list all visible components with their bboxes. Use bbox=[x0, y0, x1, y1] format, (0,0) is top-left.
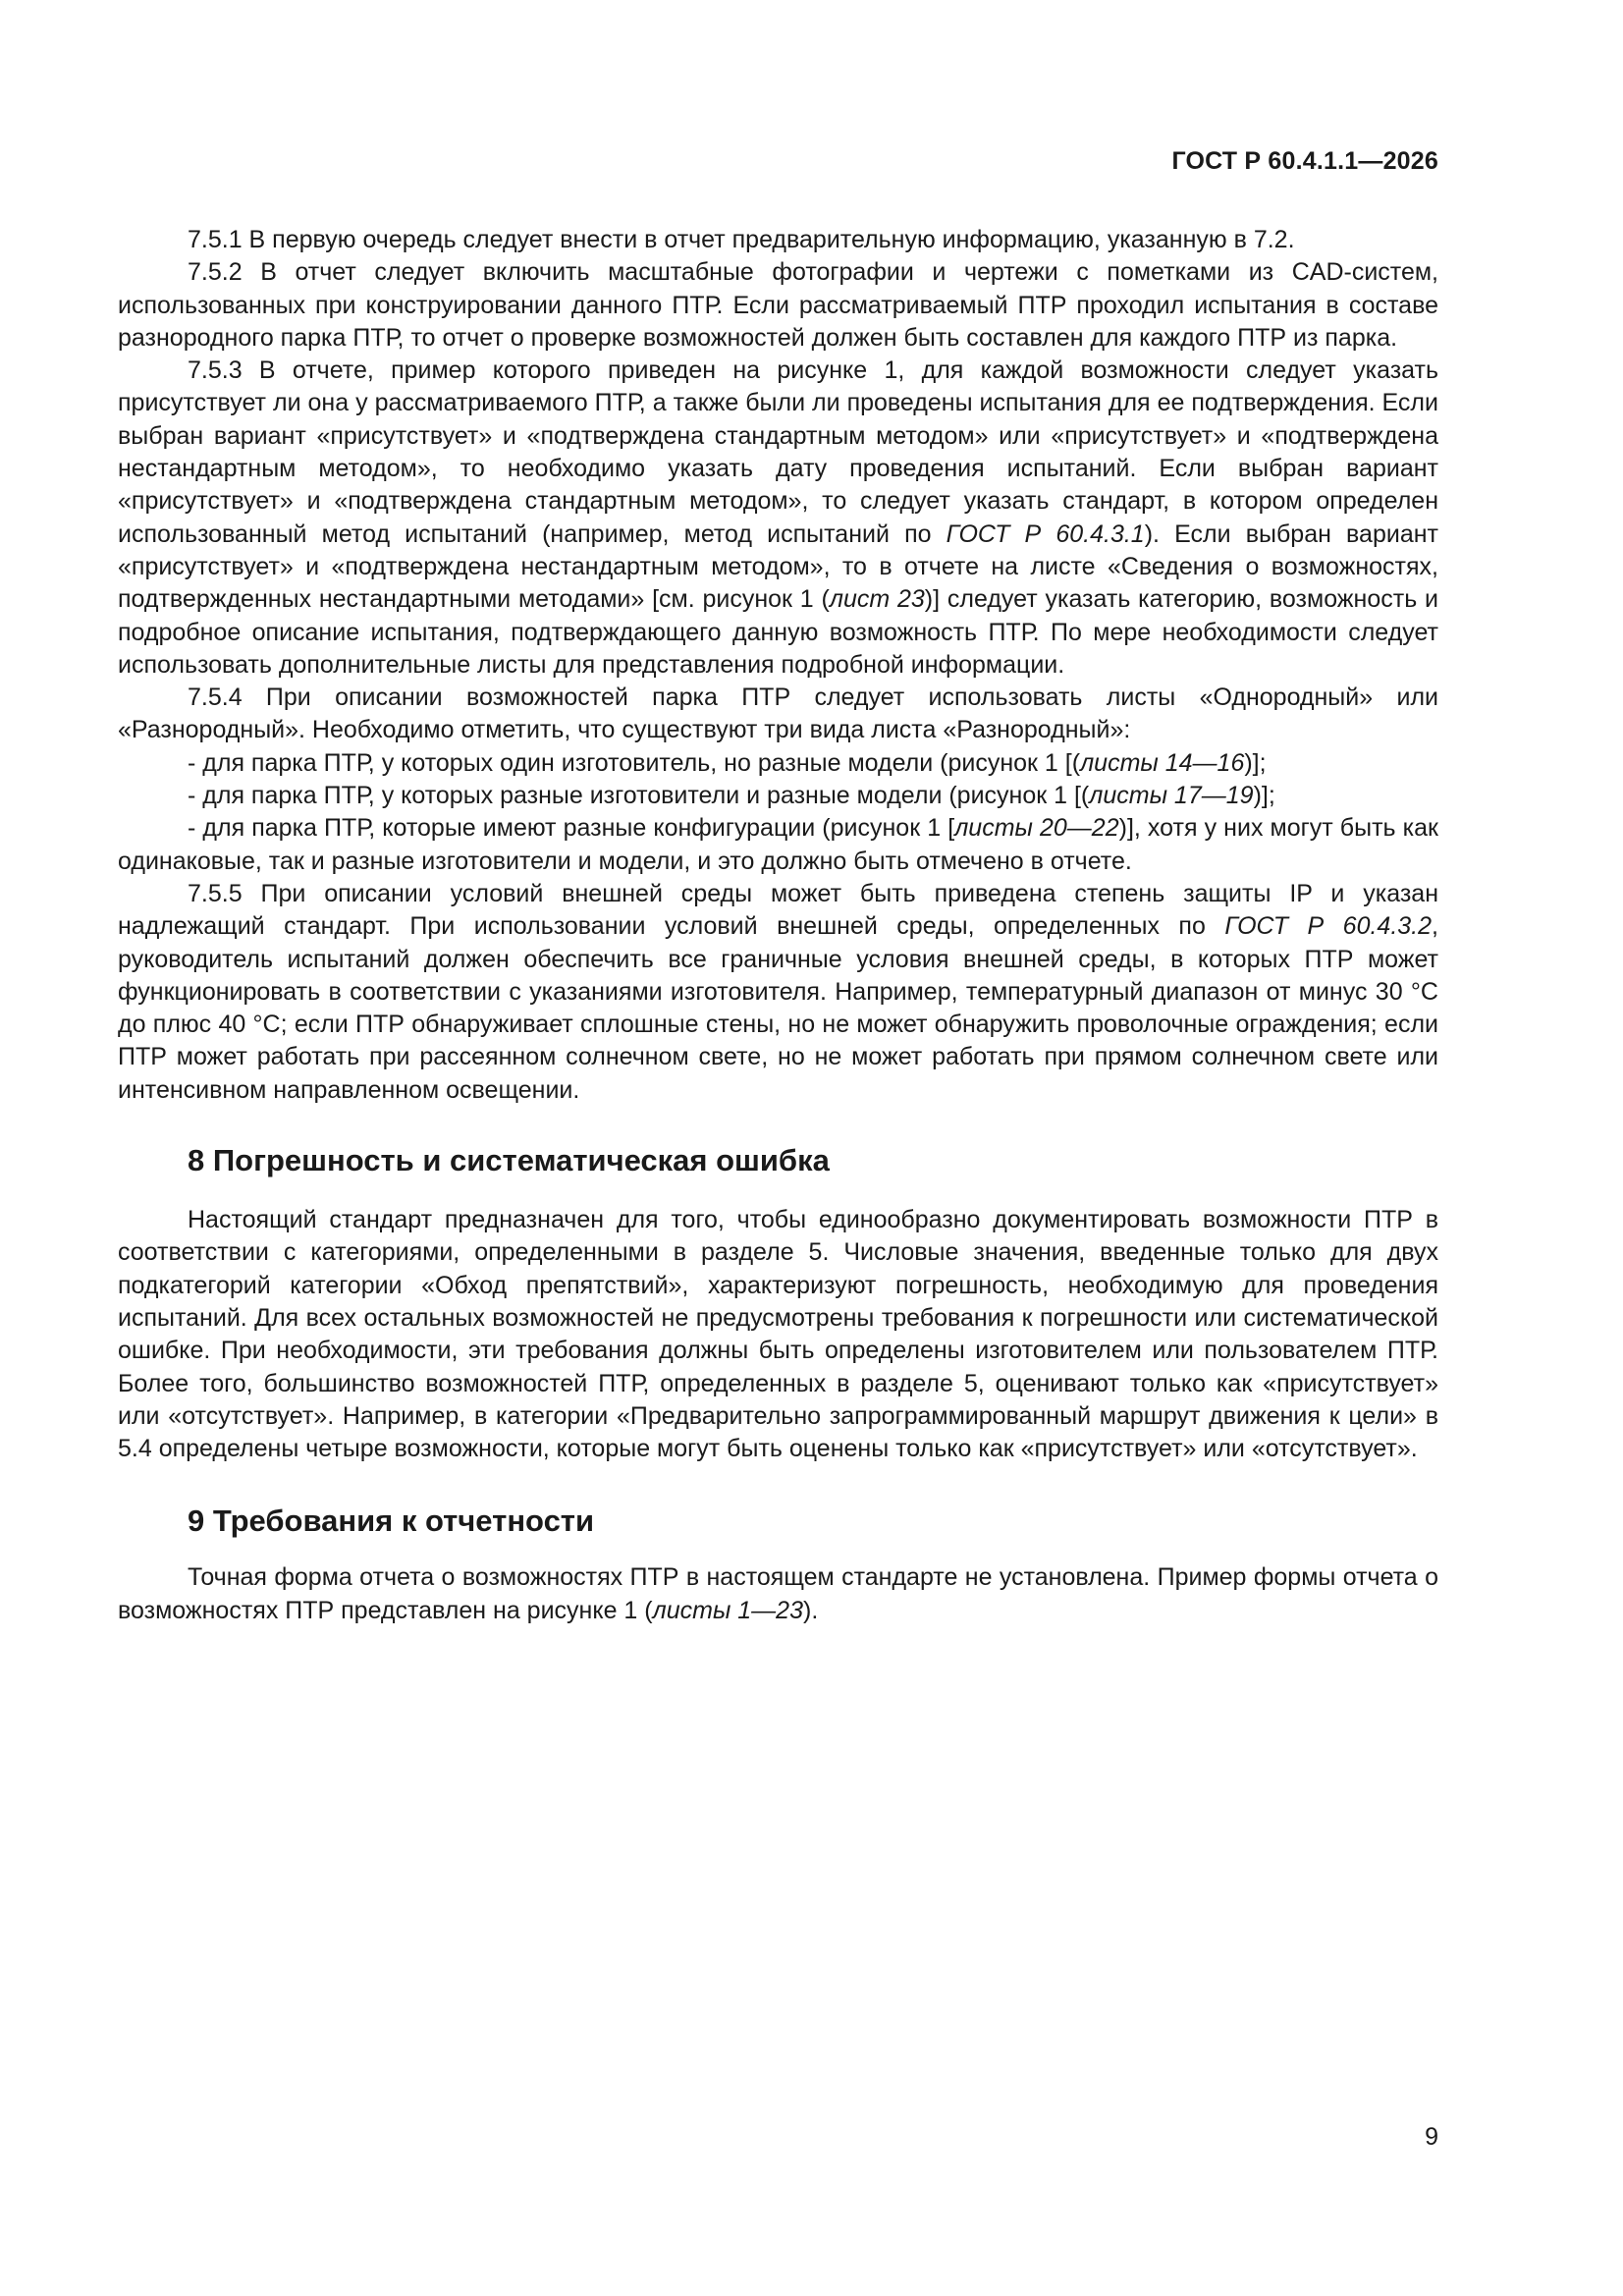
section-9-body bbox=[118, 1561, 1438, 1627]
text-run: )]; bbox=[1244, 748, 1267, 777]
text-run: 7.5.4 При описании возможностей парка ПТР следует использовать листы «Однородный» или «Разнородный». Необходимо отметить, что существуют три вида листа «Разнородный»: bbox=[118, 683, 1438, 744]
text-run: - для парка ПТР, у которых разные изготовители и разные модели (рисунок 1 [( bbox=[188, 782, 1090, 810]
italic-reference: лист 23 bbox=[829, 585, 925, 614]
section-9-heading: 9 Требования к отчетности bbox=[188, 1503, 595, 1539]
italic-reference: ГОСТ Р 60.4.3.2 bbox=[1224, 912, 1433, 941]
section-8-paragraph bbox=[118, 1204, 1438, 1465]
text-run: )] следует указать категорию, возможность и подробное описание испытания, подтверждающего данную возможность ПТР. По мере необходимости следует использовать дополнительные листы для представления подробной информации. bbox=[118, 585, 1438, 679]
text-run: 7.5.3 В отчете, пример которого приведен на рисунке 1, для каждой возможности следует указать присутствует ли она у рассматриваемого ПТР, а также были ли проведены испытания для ее подтверждения. Если выбран вариант «присутствует» и «подтверждена стандартным методом» или «присутствует» и «подтверждена нестандартным методом», то необходимо указать дату проведения испытаний. Если выбран вариант «присутствует» и «подтверждена стандартным методом», то следует указать стандарт, в котором определен использованный метод испытаний (например, метод испытаний по bbox=[118, 356, 1438, 548]
document-body bbox=[118, 224, 1438, 1627]
list-item-different-configurations bbox=[118, 812, 1438, 878]
text-run: , руководитель испытаний должен обеспечить все граничные условия внешней среды, в которых ПТР может функционировать в соответствии с указаниями изготовителя. Например, температурный диапазон от минус 30 °С до плюс 40 °С; если ПТР обнаруживает сплошные стены, но не может обнаружить проволочные ограждения; если ПТР может работать при рассеянном солнечном свете, но не может работать при прямом солнечном свете или интенсивном направленном освещении. bbox=[118, 912, 1438, 1104]
italic-reference: листы 17—19 bbox=[1089, 782, 1254, 810]
text-run: - для парка ПТР, которые имеют разные конфигурации (рисунок 1 [ bbox=[188, 814, 955, 843]
clause-7-5-3 bbox=[118, 355, 1438, 682]
clause-7-5-5 bbox=[118, 878, 1438, 1107]
section-9-paragraph bbox=[118, 1561, 1438, 1627]
text-run: 7.5.5 При описании условий внешней среды может быть приведена степень защиты IP и указан надлежащий стандарт. При использовании условий внешней среды, определенных по bbox=[118, 879, 1438, 941]
text-run: ). bbox=[803, 1596, 819, 1624]
text-run: Точная форма отчета о возможностях ПТР в настоящем стандарте не установлена. Пример формы отчета о возможностях ПТР представлен на рисунке 1 ( bbox=[118, 1563, 1438, 1624]
standard-designation: ГОСТ Р 60.4.1.1—2026 bbox=[1171, 147, 1438, 175]
text-run: ). Если выбран вариант «присутствует» и «подтверждена нестандартным методом», то в отчете на листе «Сведения о возможностях, подтвержденных нестандартными методами» [см. рисунок 1 ( bbox=[118, 519, 1438, 614]
italic-reference: листы 1—23 bbox=[652, 1596, 803, 1624]
clause-7-5-4 bbox=[118, 682, 1438, 747]
clause-7-5-paragraphs bbox=[118, 224, 1438, 1107]
list-item-different-manufacturers bbox=[118, 780, 1438, 812]
clause-7-5-2 bbox=[118, 256, 1438, 355]
page-number: 9 bbox=[1425, 2123, 1438, 2151]
text-run: 7.5.1 В первую очередь следует внести в отчет предварительную информацию, указанную в 7.2. bbox=[188, 226, 1295, 253]
text-run: 7.5.2 В отчет следует включить масштабные фотографии и чертежи с пометками из CAD-систем, использованных при конструировании данного ПТР. Если рассматриваемый ПТР проходил испытания в составе разнородного парка ПТР, то отчет о проверке возможностей должен быть составлен для каждого ПТР из парка. bbox=[118, 258, 1438, 352]
text-run: )], хотя у них могут быть как одинаковые, так и разные изготовители и модели, и это должно быть отмечено в отчете. bbox=[118, 814, 1438, 875]
section-8-heading: 8 Погрешность и систематическая ошибка bbox=[188, 1143, 830, 1178]
list-item-same-manufacturer bbox=[118, 747, 1438, 780]
text-run: - для парка ПТР, у которых один изготовитель, но разные модели (рисунок 1 [( bbox=[188, 748, 1081, 777]
text-run: Настоящий стандарт предназначен для того, чтобы единообразно документировать возможности ПТР в соответствии с категориями, определенными в разделе 5. Числовые значения, введенные только для двух подкатегорий категории «Обход препятствий», характеризуют погрешность, необходимую для проведения испытаний. Для всех остальных возможностей не предусмотрены требования к погрешности или систематической ошибке. При необходимости, эти требования должны быть определены изготовителем или пользователем ПТР. Более того, большинство возможностей ПТР, определенных в разделе 5, оценивают только как «присутствует» или «отсутствует». Например, в категории «Предварительно запрограммированный маршрут движения к цели» в 5.4 определены четыре возможности, которые могут быть оценены только как «присутствует» или «отсутствует». bbox=[118, 1206, 1438, 1463]
text-run: )]; bbox=[1253, 782, 1275, 810]
italic-reference: листы 20—22 bbox=[954, 814, 1119, 843]
clause-7-5-1 bbox=[118, 224, 1438, 256]
italic-reference: ГОСТ Р 60.4.3.1 bbox=[946, 519, 1145, 548]
italic-reference: листы 14—16 bbox=[1080, 748, 1245, 777]
section-8-body bbox=[118, 1204, 1438, 1465]
